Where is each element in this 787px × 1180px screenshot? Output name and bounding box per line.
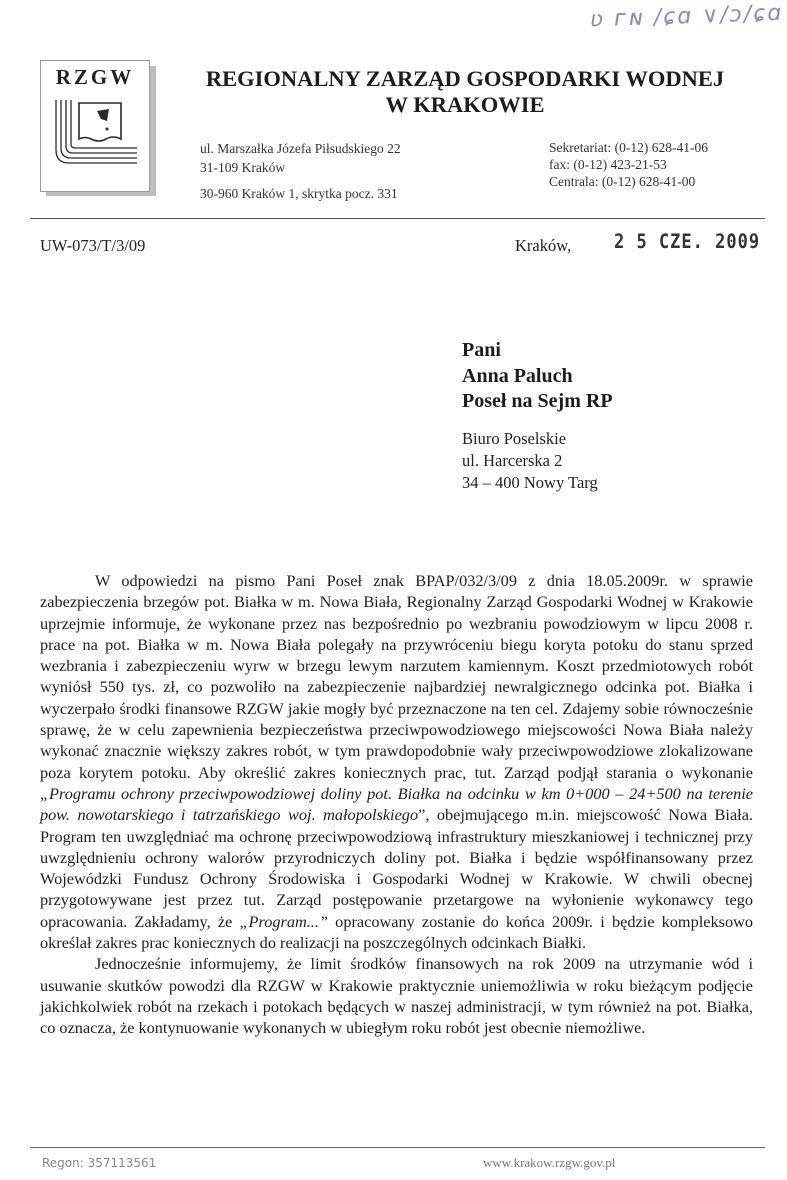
recipient-block — [462, 338, 613, 415]
logo-emblem-icon — [51, 95, 141, 185]
logo-text: RZGW — [55, 65, 135, 89]
p1-text-c: opracowany zostanie do końca 2009r. i będzie kompleksowo określał zakres prac koniecznych do realizacji na poszczególnych odcinkach Białki. — [40, 911, 754, 953]
sender-pobox: 30-960 Kraków 1, skrytka pocz. 331 — [200, 186, 398, 201]
recipient-address — [462, 428, 598, 494]
recipient-city: 34 – 400 Nowy Targ — [462, 473, 598, 492]
header-divider — [30, 218, 765, 219]
p1-program-short: „Program...” — [239, 911, 328, 931]
reference-number: UW-073/T/3/09 — [40, 236, 146, 255]
body-paragraph-1 — [40, 570, 753, 953]
sender-postal: 31-109 Kraków — [200, 160, 286, 175]
rzgw-logo — [40, 60, 150, 192]
recipient-title: Poseł na Sejm RP — [462, 390, 613, 412]
date-stamp: 2 5 CZE. 2009 — [614, 230, 761, 254]
sender-street: ul. Marszałka Józefa Piłsudskiego 22 — [200, 141, 401, 156]
sender-address — [200, 139, 401, 203]
letter-body — [40, 570, 753, 1039]
recipient-name: Anna Paluch — [462, 364, 573, 387]
footer-divider — [30, 1147, 765, 1148]
p1-text-b: ”, obejmującego m.in. miejscowość Nowa Biała. Program ten uwzględniać ma ochronę przeciwpowodziową infrastruktury mieszkaniowej i technicznej przy uwzględnieniu ochrony walorów przyrodniczych doliny pot. Białka i będzie współfinansowany przez Wojewódzki Fundusz Ochrony Środowiska i Gospodarki Wodnej w Krakowie. W chwili obecnej przygotowywane jest przez tut. Zarząd postępowanie przetargowe na wyłonienie wykonawcy tego opracowania. Zakładamy, że — [40, 805, 753, 931]
organization-name-line2: W KRAKOWIE — [385, 92, 545, 117]
contact-fax: fax: (0-12) 423-21-53 — [549, 157, 667, 172]
organization-name — [160, 66, 770, 118]
footer-regon: Regon: 357113561 — [42, 1156, 157, 1170]
recipient-street: ul. Harcerska 2 — [462, 451, 563, 470]
sender-contacts — [549, 139, 708, 190]
recipient-office: Biuro Poselskie — [462, 429, 567, 448]
footer-website: www.krakow.rzgw.gov.pl — [483, 1155, 616, 1170]
contact-central: Centrala: (0-12) 628-41-00 — [549, 174, 696, 189]
place-label: Kraków, — [515, 236, 572, 255]
handwritten-note: ʋ ᴦɴ /ɕɑ ∨/ɔ/ɕɑ — [589, 0, 784, 33]
organization-name-line1: REGIONALNY ZARZĄD GOSPODARKI WODNEJ — [205, 66, 725, 91]
body-paragraph-2: Jednocześnie informujemy, że limit środków finansowych na rok 2009 na utrzymanie wód i usuwanie skutków powodzi dla RZGW w Krakowie praktycznie uniemożliwia w roku bieżącym podjęcie jakichkolwiek robót na rzekach i potokach będących w naszej administracji, w tym również na pot. Białka, co oznacza, że kontynuowanie wykonanych w ubiegłym roku robót jest obecnie niemożliwe. — [40, 954, 753, 1038]
recipient-salutation: Pani — [462, 339, 501, 361]
p1-text-a: W odpowiedzi na pismo Pani Poseł znak BPAP/032/3/09 z dnia 18.05.2009r. w sprawie zabezpieczenia brzegów pot. Białka w m. Nowa Biała, Regionalny Zarząd Gospodarki Wodnej w Krakowie uprzejmie informuje, że wykonane przez nas bezpośrednio po wezbraniu powodziowym w lipcu 2008 r. prace na pot. Białka w m. Nowa Biała polegały na przywróceniu biegu koryta potoku do stanu sprzed wezbrania i zabezpieczeniu wyrw w brzegu lewym narzutem kamiennym. Koszt przedmiotowych robót wyniósł 550 tys. zł, co pozwoliło na zabezpieczenie najbardziej newralgicznego odcinka pot. Białka i wyczerpało środki finansowe RZGW jakie mogły być przeznaczone na ten cel. Zdajemy sobie równocześnie sprawę, że w celu zapewnienia bezpieczeństwa przeciwpowodziowego miejscowości Nowa Biała należy wykonać znacznie większy zakres robót, w tym prawdopodobnie wały przeciwpowodziowe zlokalizowane poza korytem potoku. Aby określić zakres koniecznych prac, tut. Zarząd podjął starania o wykonanie — [40, 571, 753, 782]
contact-secretariat: Sekretariat: (0-12) 628-41-06 — [549, 140, 708, 155]
p1-program-title: „Programu ochrony przeciwpowodziowej doliny pot. Białka na odcinku w km 0+000 – 24+500 na terenie pow. nowotarskiego i tatrzańskiego woj. małopolskiego — [40, 783, 753, 825]
